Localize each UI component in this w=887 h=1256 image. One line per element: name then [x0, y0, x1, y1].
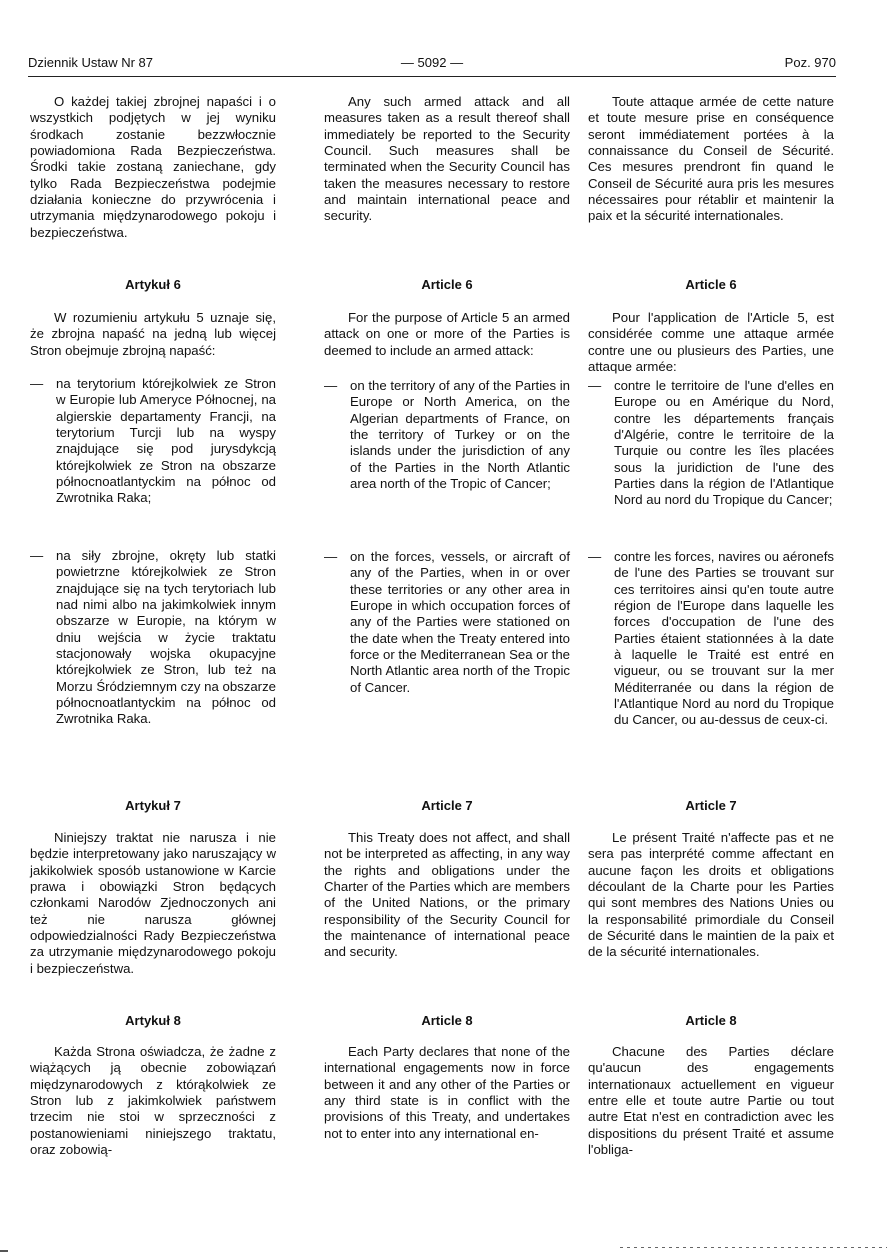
position-number: Poz. 970: [784, 55, 836, 70]
french-article6-heading: Article 6: [685, 277, 737, 292]
french-article6-item2-text: contre les forces, navires ou aéronefs de l'une des Parties se trouvant sur ces territoires ainsi qu'en toute autre région de l'Europe dans laquelle les forces d'occupation de l'une des Parties étaient stationnées à la date à laquelle le Traité est entré en vigueur, ou se trouvant sur la mer Méditerranée ou dans la région de l'Atlantique Nord au nord du Tropique du Cancer, ou au-dessus de ceux-ci.: [614, 549, 834, 728]
list-dash: —: [30, 548, 44, 563]
english-article6-item2: [324, 549, 570, 696]
polish-intro-paragraph: O każdej takiej zbrojnej napaści i o wszystkich podjętych w jej wyniku środkach zostanie bezzwłocznie powiadomiona Rada Bezpieczeństwa. Środki takie zostaną zaniechane, gdy tylko Rada Bezpieczeństwa podejmie działania konieczne do przywrócenia i utrzymania międzynarodowego pokoju i bezpieczeństwa.: [30, 94, 276, 240]
polish-article6-heading: Artykuł 6: [125, 277, 181, 292]
english-article6-item1: [324, 378, 570, 492]
polish-article6-item2-text: na siły zbrojne, okręty lub statki powietrzne którejkolwiek ze Stron znajdujące się na tych terytoriach lub nad nimi albo na jakimkolwiek innym obszarze w Europie, na którym w dniu wejścia w życie traktatu stacjonowały wojska okupacyjne którejkolwiek ze Stron, lub też na Morzu Śródziemnym czy na obszarze północnoatlantyckim na północ od Zwrotnika Raka.: [56, 548, 276, 727]
polish-article7-text: Niniejszy traktat nie narusza i nie będzie interpretowany jako naruszający w jakikolwiek sposób ustanowione w Karcie prawa i obowiązki Stron będących członkami Narodów Zjednoczonych ani też nie narusza głównej odpowiedzialności Rady Bezpieczeństwa za utrzymanie międzynarodowego pokoju i bezpieczeństwa.: [30, 830, 276, 976]
page-number: — 5092 —: [400, 55, 464, 70]
english-intro-paragraph: Any such armed attack and all measures taken as a result thereof shall immediately be reported to the Security Council. Such measures shall be terminated when the Security Council has taken the measures necessary to restore and maintain international peace and security.: [324, 94, 570, 224]
french-article6-item1-text: contre le territoire de l'une d'elles en Europe ou en Amérique du Nord, contre les départements français d'Algérie, contre le territoire de la Turquie ou contre les îles placées sous la juridiction de l'une des Parties dans la région de l'Atlantique Nord au nord du Tropique du Cancer;: [614, 378, 834, 508]
scan-artifact-mark: [0, 1250, 8, 1252]
english-article7-heading: Article 7: [421, 798, 473, 813]
french-article6-intro: Pour l'application de l'Article 5, est considérée comme une attaque armée contre une ou plusieurs des Parties, une attaque armée:: [588, 310, 834, 375]
english-article8-heading: Article 8: [421, 1013, 473, 1028]
french-article7-text: Le présent Traité n'affecte pas et ne sera pas interprété comme affectant en aucune façon les droits et obligations découlant de la Charte pour les Parties qui sont membres des Nations Unies ou la responsabilité primordiale du Conseil de Sécurité dans le maintien de la paix et de la sécurité internationales.: [588, 830, 834, 960]
english-article8-text: Each Party declares that none of the international engagements now in force between it and any other of the Parties or any third state is in conflict with the provisions of this Treaty, and undertakes not to enter into any international en-: [324, 1044, 570, 1141]
polish-article6-item1-text: na terytorium którejkolwiek ze Stron w Europie lub Ameryce Północnej, na algierskie departamenty Francji, na terytorium Turcji lub na wyspy znajdujące się pod jurysdykcją którejkolwiek ze Stron na obszarze północnoatlantyckim na północ od Zwrotnika Raka;: [56, 376, 276, 506]
polish-article6-item2: [30, 548, 276, 728]
list-dash: —: [324, 549, 338, 564]
list-dash: —: [324, 378, 338, 393]
polish-article7-heading: Artykuł 7: [125, 798, 181, 813]
list-dash: —: [588, 378, 602, 393]
english-article6-heading: Article 6: [421, 277, 473, 292]
polish-article6-item1: [30, 376, 276, 507]
french-article6-item1: [588, 378, 834, 509]
page-header: [28, 55, 836, 75]
polish-article8-text: Każda Strona oświadcza, że żadne z wiążących ją obecnie zobowiązań międzynarodowych z którąkolwiek ze Stron lub z jakimkolwiek państwem trzecim nie stoi w sprzeczności z postanowieniami niniejszego traktatu, oraz zobowią-: [30, 1044, 276, 1158]
journal-title: Dziennik Ustaw Nr 87: [28, 55, 153, 70]
polish-article6-intro: W rozumieniu artykułu 5 uznaje się, że zbrojna napaść na jedną lub więcej Stron obejmuje zbrojną napaść:: [30, 310, 276, 358]
french-article8-text: Chacune des Parties déclare qu'aucun des engagements internationaux actuellement en vigueur entre elle et toute autre Partie ou tout autre Etat n'est en contradiction avec les dispositions du présent Traité et assume l'obliga-: [588, 1044, 834, 1158]
polish-article8-heading: Artykuł 8: [125, 1013, 181, 1028]
list-dash: —: [588, 549, 602, 564]
french-article6-item2: [588, 549, 834, 729]
english-article6-item1-text: on the territory of any of the Parties in Europe or North America, on the Algerian departments of France, on the territory of Turkey or on the islands under the jurisdiction of any of the Parties in the North Atlantic area north of the Tropic of Cancer;: [350, 378, 570, 492]
french-article7-heading: Article 7: [685, 798, 737, 813]
english-article6-item2-text: on the forces, vessels, or aircraft of any of the Parties, when in or over these territories or any other area in Europe in which occupation forces of any of the Parties were stationed on the date when the Treaty entered into force or the Mediterranean Sea or the North Atlantic area north of the Tropic of Cancer.: [350, 549, 570, 695]
french-intro-paragraph: Toute attaque armée de cette nature et toute mesure prise en conséquence seront immédiatement portées à la connaissance du Conseil de Sécurité. Ces mesures prendront fin quand le Conseil de Sécurité aura pris les mesures nécessaires pour rétablir et maintenir la paix et la sécurité internationales.: [588, 94, 834, 224]
french-article8-heading: Article 8: [685, 1013, 737, 1028]
english-article6-intro: For the purpose of Article 5 an armed attack on one or more of the Parties is deemed to include an armed attack:: [324, 310, 570, 358]
english-article7-text: This Treaty does not affect, and shall not be interpreted as affecting, in any way the rights and obligations under the Charter of the Parties which are members of the United Nations, or the primary responsibility of the Security Council for the maintenance of international peace and security.: [324, 830, 570, 960]
list-dash: —: [30, 376, 44, 391]
header-rule: [28, 76, 836, 77]
scan-artifact-line: [620, 1247, 887, 1248]
